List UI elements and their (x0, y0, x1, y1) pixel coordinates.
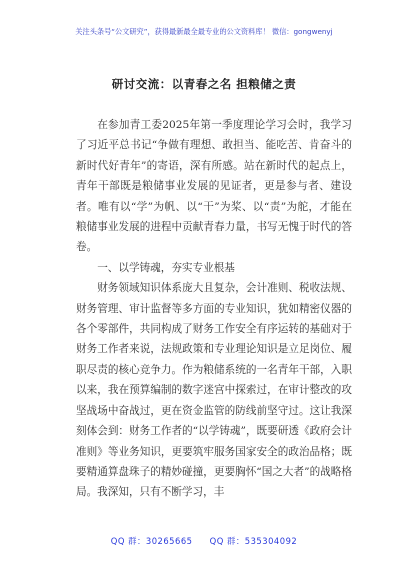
qq-group-2: QQ 群：535304092 (209, 536, 298, 546)
header-banner: 关注头条号“公文研究”，获得最新最全最专业的公文资料库！ 微信：gongwenyj (75, 27, 333, 36)
footer-contact (0, 535, 408, 547)
page-title: 研讨交流：以青春之名 担粮储之责 (111, 77, 297, 91)
qq-group-1: QQ 群：30265665 (110, 536, 193, 546)
document-body (76, 115, 352, 503)
section-paragraph: 财务领域知识体系庞大且复杂，会计准则、税收法规、财务管理、审计监督等多方面的专业知识，犹如精密仪器的各个零部件，共同构成了财务工作安全有序运转的基础对于财务工作者来说，法规政策和专业理论知识是立足岗位、履职尽责的核心竞争力。作为粮储系统的一名青年干部，入职以来，我在预算编制的数字迷宫中探索过，在审计整改的攻坚战场中奋战过，更在资金监管的防线前坚守过。这让我深刻体会到：财务工作者的“以学铸魂”，既要研透《政府会计准则》等业务知识，更要筑牢服务国家安全的政治品格；既要精通算盘珠子的精妙碰撞，更要胸怀“国之大者”的战略格局。我深知，只有不断学习，丰 (76, 282, 352, 499)
intro-paragraph: 在参加青工委2025年第一季度理论学习会时，我学习了习近平总书记“争做有理想、敢担当、能吃苦、肯奋斗的新时代好青年”的寄语，深有所感。站在新时代的起点上，青年干部既是粮储事业发展的见证者，更是参与者、建设者。唯有以“学”为帆、以“干”为桨、以“责”为舵，才能在粮储事业发展的进程中贡献青春力量，书写无愧于时代的答卷。 (76, 119, 352, 254)
section-heading: 一、以学铸魂，夯实专业根基 (97, 261, 235, 274)
